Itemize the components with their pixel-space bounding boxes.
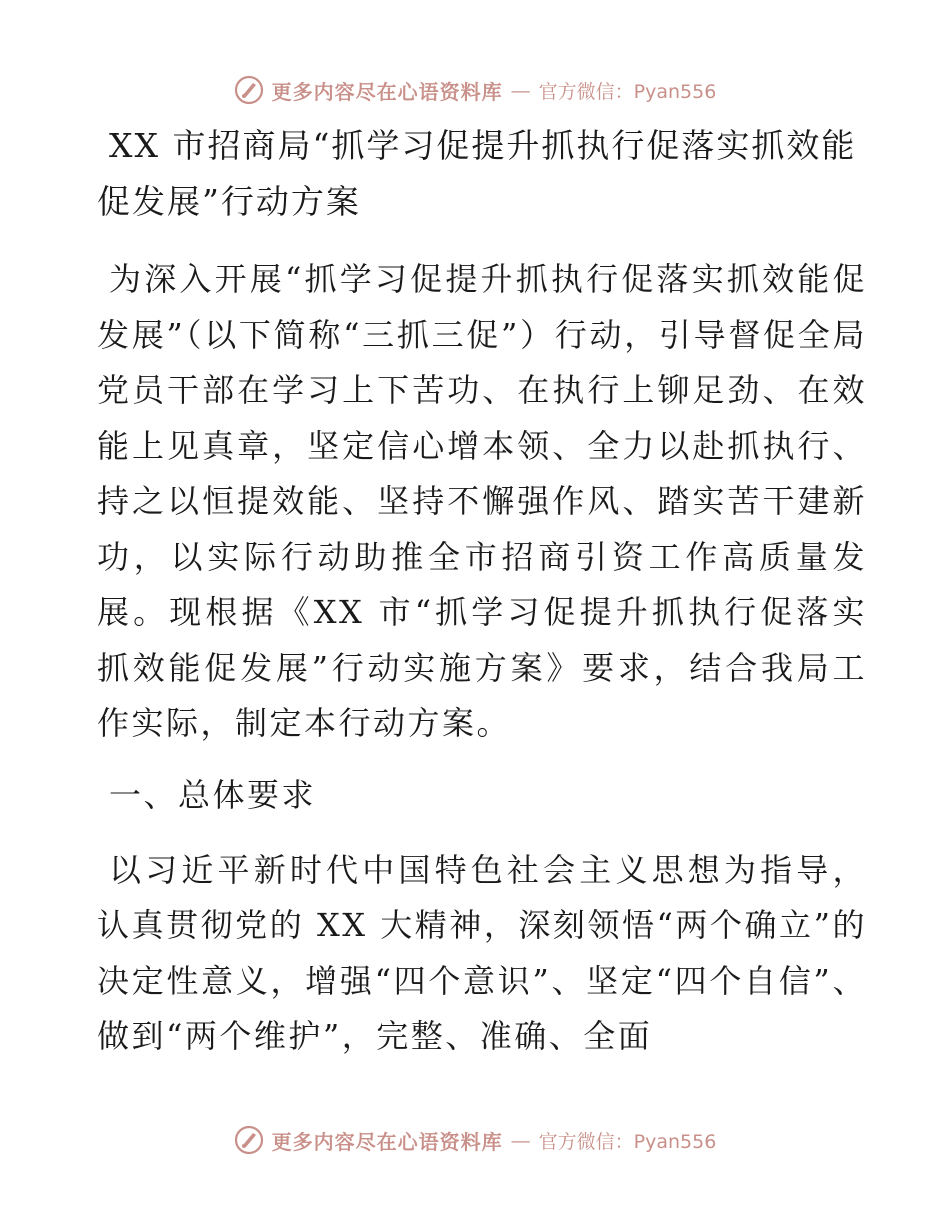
brand-logo-icon: [234, 75, 264, 105]
section-1-paragraph: 以习近平新时代中国特色社会主义思想为指导，认真贯彻党的 XX 大精神，深刻领悟“两个确立”的决定性意义，增强“四个意识”、坚定“四个自信”、做到“两个维护”，完整、准确、全面: [97, 850, 867, 1055]
watermark-brand: 更多内容尽在心语资料库: [271, 79, 503, 104]
watermark-banner-top: [0, 70, 950, 110]
watermark-dash: —: [510, 78, 531, 102]
watermark-brand: 更多内容尽在心语资料库: [271, 1129, 503, 1154]
document-title: XX 市招商局“抓学习促提升抓执行促落实抓效能促发展”行动方案: [97, 126, 857, 221]
watermark-banner-bottom: [0, 1120, 950, 1160]
brand-logo-icon: [234, 1125, 264, 1155]
intro-paragraph: 为深入开展“抓学习促提升抓执行促落实抓效能促发展”（以下简称“三抓三促”）行动，引导督促全局党员干部在学习上下苦功、在执行上铆足劲、在效能上见真章，坚定信心增本领、全力以赴抓执行、持之以恒提效能、坚持不懈强作风、踏实苦干建新功，以实际行动助推全市招商引资工作高质量发展。现根据《XX 市“抓学习促提升抓执行促落实抓效能促发展”行动实施方案》要求，结合我局工作实际，制定本行动方案。: [97, 260, 867, 742]
watermark-contact: 官方微信：Pyan556: [538, 80, 717, 103]
watermark-contact: 官方微信：Pyan556: [538, 1130, 717, 1153]
section-heading-1: 一、总体要求: [109, 775, 317, 814]
document-body: [97, 118, 867, 1081]
watermark-dash: —: [510, 1128, 531, 1152]
